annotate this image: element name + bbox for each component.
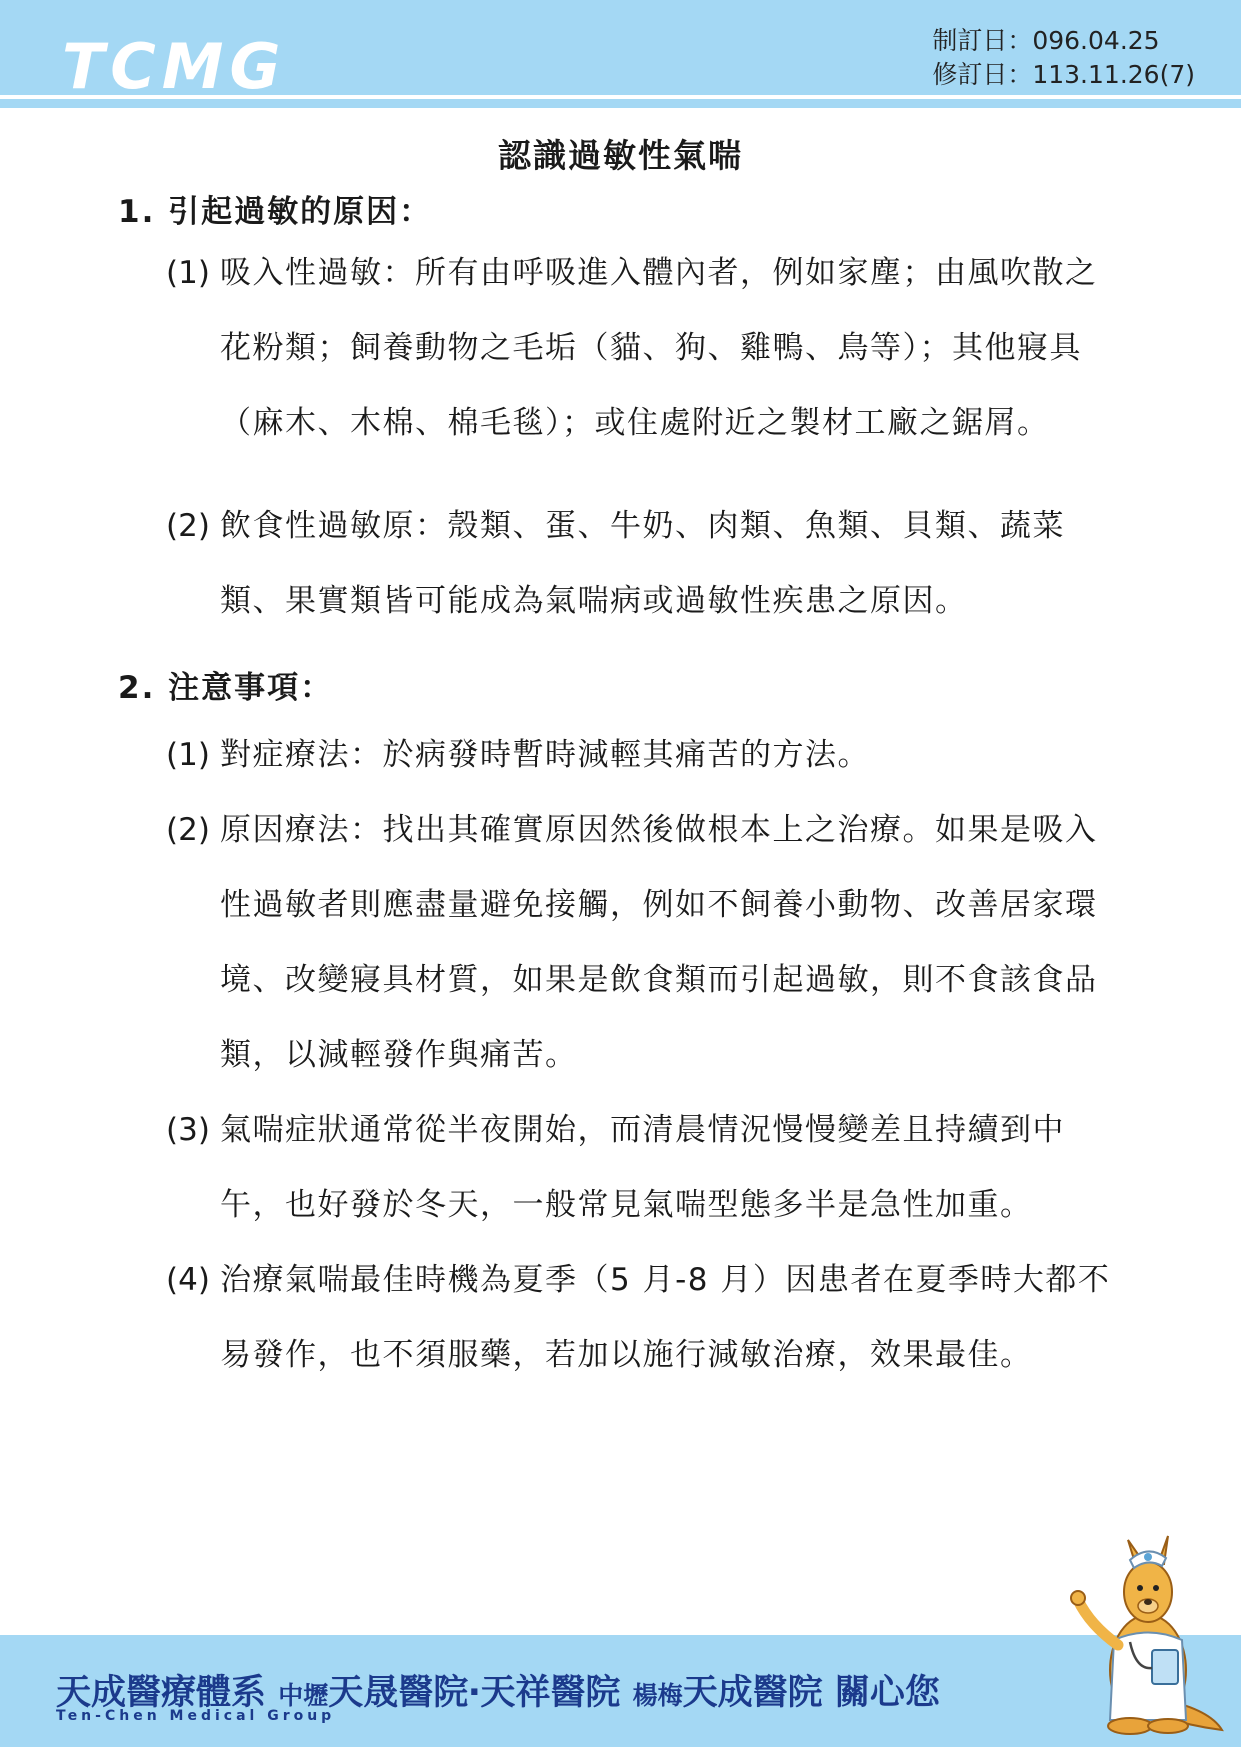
item-number: (2): [166, 812, 210, 848]
location-zhongli: 中壢: [278, 1681, 329, 1710]
tcmg-logo: TCMG: [62, 30, 287, 103]
item-line: 性過敏者則應盡量避免接觸，例如不飼養小動物、改善居家環: [220, 887, 1098, 923]
created-date: 制訂日：096.04.25: [932, 26, 1160, 55]
item-line: 對症療法：於病發時暫時減輕其痛苦的方法。: [220, 737, 870, 773]
item-number: (4): [166, 1262, 210, 1298]
list-item: [166, 1243, 1126, 1393]
item-line: 易發作，也不須服藥，若加以施行減敏治療，效果最佳。: [220, 1337, 1033, 1373]
item-line: 原因療法：找出其確實原因然後做根本上之治療。如果是吸入: [220, 812, 1098, 848]
item-line: 吸入性過敏：所有由呼吸進入體內者，例如家塵；由風吹散之: [220, 255, 1098, 291]
item-line: 飲食性過敏原：殼類、蛋、牛奶、肉類、魚類、貝類、蔬菜: [220, 508, 1065, 544]
list-item: [166, 489, 1126, 639]
list-item: [166, 236, 1126, 461]
item-number: (3): [166, 1112, 210, 1148]
item-number: (1): [166, 737, 210, 773]
item-line: 治療氣喘最佳時機為夏季（5 月-8 月）因患者在夏季時大都不: [220, 1262, 1111, 1298]
location-yangmei: 楊梅: [632, 1681, 683, 1710]
list-item: [166, 718, 1126, 793]
item-line: 午，也好發於冬天，一般常見氣喘型態多半是急性加重。: [220, 1187, 1033, 1223]
item-line: 花粉類；飼養動物之毛垢（貓、狗、雞鴨、鳥等）；其他寢具: [220, 330, 1082, 366]
item-line: 氣喘症狀通常從半夜開始，而清晨情況慢慢變差且持續到中: [220, 1112, 1065, 1148]
section-1-heading: 1. 引起過敏的原因：: [118, 194, 433, 230]
list-item: [166, 1093, 1126, 1243]
item-line: （麻木、木棉、棉毛毯）；或住處附近之製材工廠之鋸屑。: [220, 405, 1050, 441]
hospital-names-2: 天成醫院: [682, 1673, 823, 1713]
group-name: 天成醫療體系: [56, 1673, 267, 1713]
page-title: 認識過敏性氣喘: [498, 136, 743, 175]
list-item: [166, 793, 1126, 1093]
section-2-heading: 2. 注意事項：: [118, 670, 334, 706]
care-text: 關心您: [834, 1673, 940, 1713]
group-english-name: Ten-Chen Medical Group: [56, 1708, 336, 1724]
item-number: (1): [166, 255, 210, 291]
hospital-names-1: 天晟醫院‧天祥醫院: [328, 1673, 621, 1713]
item-line: 類、果實類皆可能成為氣喘病或過敏性疾患之原因。: [220, 583, 968, 619]
document-dates: [932, 24, 1195, 92]
item-number: (2): [166, 508, 210, 544]
kangaroo-doctor-mascot-icon: [1070, 1530, 1230, 1735]
revised-date: 修訂日：113.11.26(7): [932, 60, 1195, 89]
item-line: 類，以減輕發作與痛苦。: [220, 1037, 578, 1073]
item-line: 境、改變寢具材質，如果是飲食類而引起過敏，則不食該食品: [220, 962, 1098, 998]
